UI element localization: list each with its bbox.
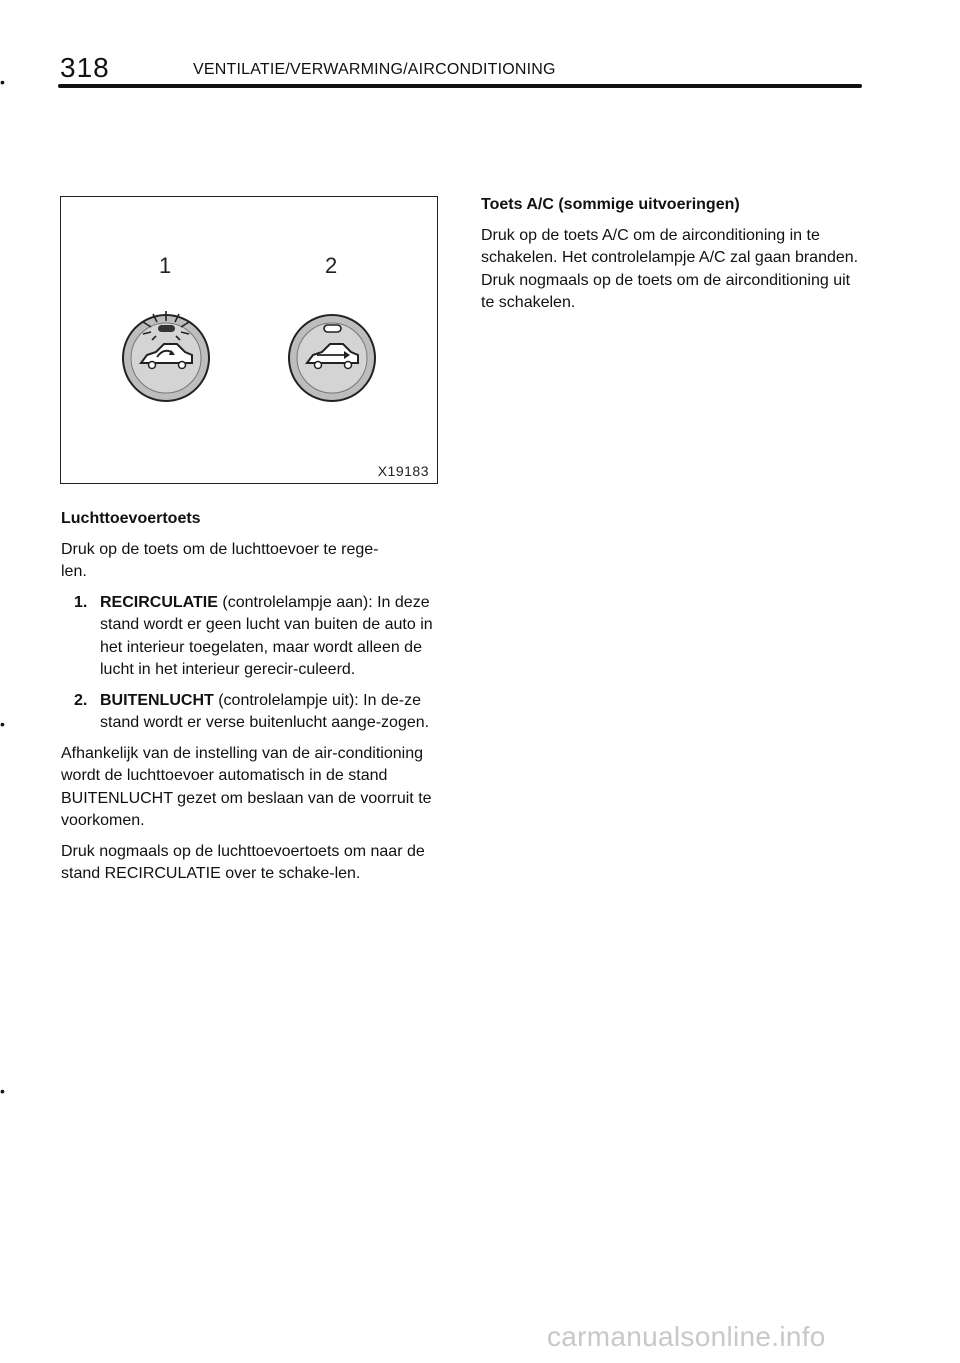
mode-list <box>61 592 446 735</box>
list-item-number: 1. <box>74 593 88 611</box>
figure-illustration <box>60 196 438 484</box>
ac-body: Druk op de toets A/C om de airconditioning in te schakelen. Het controlelampje A/C zal gaan branden. Druk nogmaals op de toets om de airconditioning uit te schakelen. <box>481 226 859 311</box>
watermark: carmanualsonline.info <box>547 1321 826 1352</box>
list-item-term: RECIRCULATIE <box>100 593 218 611</box>
margin-mark: • <box>0 716 5 732</box>
air-intake-intro: Druk op de toets om de luchttoevoer te rege- len. <box>61 540 379 580</box>
switch-back-paragraph: Druk nogmaals op de luchttoevoertoets om naar de stand RECIRCULATIE over te schake-len. <box>61 842 425 882</box>
figure-code: X19183 <box>377 463 429 479</box>
margin-mark: • <box>0 74 5 90</box>
list-item-term: BUITENLUCHT <box>100 691 214 709</box>
figure-label-2: 2 <box>325 253 338 278</box>
list-item <box>74 690 446 735</box>
list-item-number: 2. <box>74 691 88 709</box>
figure-label-1: 1 <box>159 253 172 278</box>
list-item-text: (controlelampje aan): In deze stand wordt er geen lucht van buiten de auto in het interieur toegelaten, maar wordt alleen de lucht in het interieur gerecir-culeerd. <box>100 593 433 678</box>
ac-heading: Toets A/C (sommige uitvoeringen) <box>481 196 740 213</box>
ac-section <box>481 194 866 323</box>
page-number: 318 <box>60 52 110 83</box>
margin-mark: • <box>0 1083 5 1099</box>
outside-air-button-icon <box>289 315 375 401</box>
list-item-text: (controlelampje uit): In de-ze stand wordt er verse buitenlucht aange-zogen. <box>100 691 430 731</box>
figure-drawing <box>61 197 437 483</box>
recirculation-button-icon <box>123 311 209 401</box>
air-intake-heading: Luchttoevoertoets <box>61 510 201 527</box>
air-intake-section <box>61 508 446 894</box>
running-title: VENTILATIE/VERWARMING/AIRCONDITIONING <box>193 61 556 78</box>
auto-mode-paragraph: Afhankelijk van de instelling van de air-conditioning wordt de luchttoevoer automatisch in de stand BUITENLUCHT gezet om beslaan van de voorruit te voorkomen. <box>61 744 432 829</box>
list-item <box>74 592 446 682</box>
header-rule <box>58 84 862 88</box>
